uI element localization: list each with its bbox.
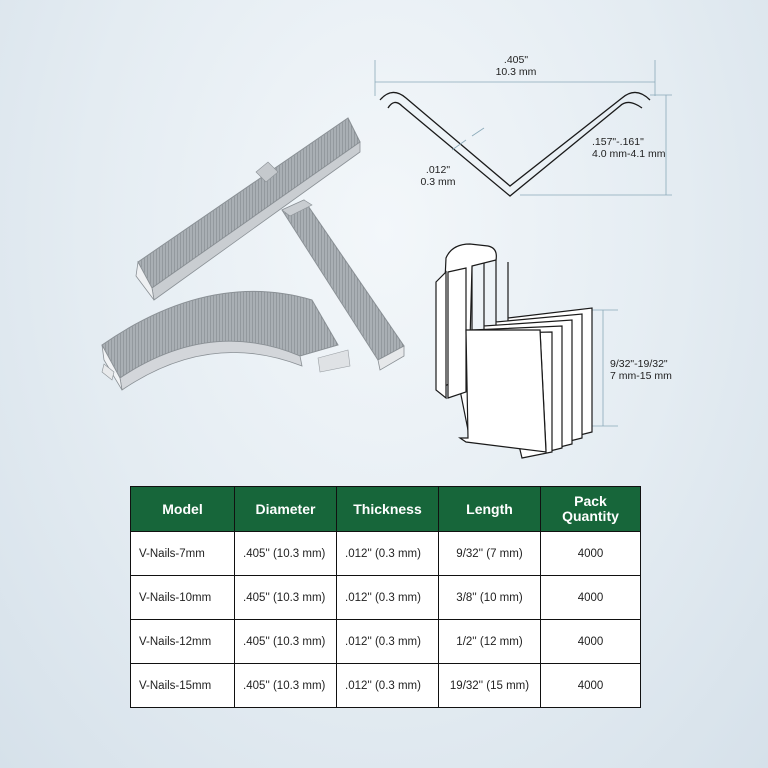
- height-mm: 4.0 mm-4.1 mm: [592, 148, 666, 160]
- cell-thickness: .012'' (0.3 mm): [337, 664, 439, 708]
- curved-nail-strip: [102, 291, 338, 390]
- cell-model: V-Nails-7mm: [131, 532, 235, 576]
- width-mm: 10.3 mm: [495, 66, 537, 78]
- table-row: [131, 664, 641, 708]
- length-inches: 9/32"-19/32": [610, 358, 668, 370]
- thickness-inches: .012": [425, 164, 451, 176]
- cell-model: V-Nails-12mm: [131, 620, 235, 664]
- cell-quantity: 4000: [541, 620, 641, 664]
- width-dimension-label: [480, 54, 552, 78]
- cell-quantity: 4000: [541, 532, 641, 576]
- cell-quantity: 4000: [541, 664, 641, 708]
- header-pack-quantity: [541, 487, 641, 532]
- cell-length: 1/2'' (12 mm): [439, 620, 541, 664]
- header-pack-line2: Quantity: [562, 508, 619, 524]
- header-thickness: Thickness: [337, 487, 439, 532]
- height-inches: .157"-.161": [592, 136, 644, 148]
- header-model: Model: [131, 487, 235, 532]
- cell-thickness: .012'' (0.3 mm): [337, 532, 439, 576]
- cell-thickness: .012'' (0.3 mm): [337, 620, 439, 664]
- width-inches: .405": [503, 54, 529, 66]
- length-mm: 7 mm-15 mm: [610, 370, 672, 382]
- cell-diameter: .405'' (10.3 mm): [235, 620, 337, 664]
- thickness-dimension-label: [410, 164, 466, 188]
- cell-diameter: .405'' (10.3 mm): [235, 664, 337, 708]
- cell-model: V-Nails-10mm: [131, 576, 235, 620]
- length-dimension-label: [610, 358, 672, 382]
- cell-quantity: 4000: [541, 576, 641, 620]
- cell-diameter: .405'' (10.3 mm): [235, 576, 337, 620]
- stacked-v-nails-diagram: [436, 244, 592, 458]
- cell-diameter: .405'' (10.3 mm): [235, 532, 337, 576]
- table-header-row: [131, 487, 641, 532]
- table-row: [131, 576, 641, 620]
- cell-thickness: .012'' (0.3 mm): [337, 576, 439, 620]
- height-dimension-label: [592, 136, 666, 160]
- header-pack-line1: Pack: [574, 493, 607, 509]
- cell-length: 19/32'' (15 mm): [439, 664, 541, 708]
- header-length: Length: [439, 487, 541, 532]
- thickness-mm: 0.3 mm: [420, 176, 456, 188]
- specification-table: [130, 486, 641, 708]
- table-row: [131, 620, 641, 664]
- cell-model: V-Nails-15mm: [131, 664, 235, 708]
- table-row: [131, 532, 641, 576]
- cell-length: 9/32'' (7 mm): [439, 532, 541, 576]
- cell-length: 3/8'' (10 mm): [439, 576, 541, 620]
- header-diameter: Diameter: [235, 487, 337, 532]
